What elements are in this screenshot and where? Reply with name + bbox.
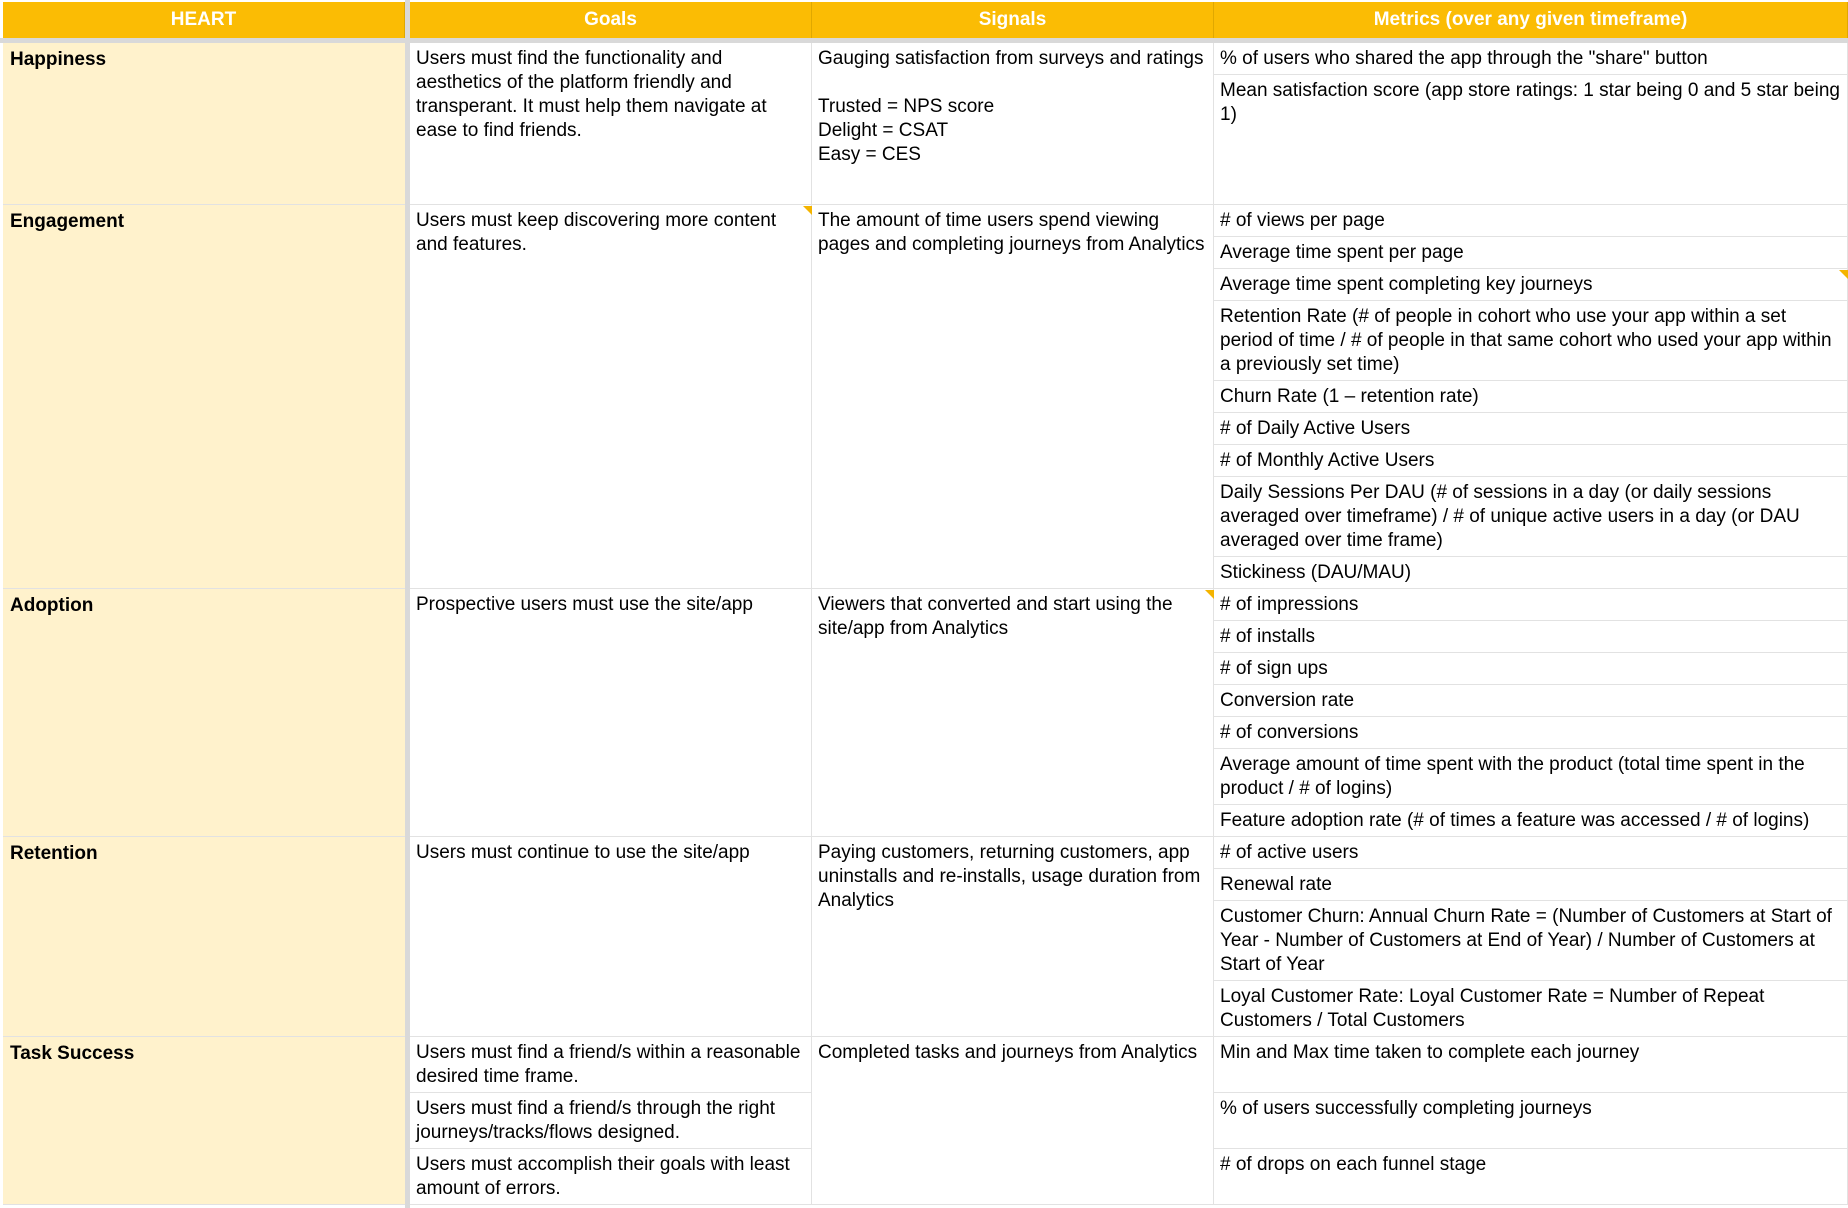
- comment-indicator-icon[interactable]: [1839, 270, 1848, 279]
- signal-cell[interactable]: Viewers that converted and start using the site/app from Analytics: [812, 589, 1214, 837]
- signal-cell[interactable]: The amount of time users spend viewing pages and completing journeys from Analytics: [812, 205, 1214, 589]
- metric-cell[interactable]: Churn Rate (1 – retention rate): [1214, 381, 1848, 413]
- metric-cell[interactable]: Stickiness (DAU/MAU): [1214, 557, 1848, 589]
- metric-cell[interactable]: Min and Max time taken to complete each journey: [1214, 1037, 1848, 1093]
- metric-cell[interactable]: # of drops on each funnel stage: [1214, 1149, 1848, 1205]
- metric-cell[interactable]: # of Monthly Active Users: [1214, 445, 1848, 477]
- goal-cell[interactable]: Users must continue to use the site/app: [410, 837, 812, 1037]
- metric-cell[interactable]: # of conversions: [1214, 717, 1848, 749]
- header-signals[interactable]: Signals: [812, 2, 1214, 38]
- signal-cell[interactable]: Paying customers, returning customers, app uninstalls and re-installs, usage duration from Analytics: [812, 837, 1214, 1037]
- metric-cell[interactable]: # of installs: [1214, 621, 1848, 653]
- header-heart[interactable]: HEART: [3, 2, 405, 38]
- metric-cell[interactable]: Average time spent per page: [1214, 237, 1848, 269]
- metric-cell[interactable]: Loyal Customer Rate: Loyal Customer Rate = Number of Repeat Customers / Total Customers: [1214, 981, 1848, 1037]
- goal-cell[interactable]: Users must accomplish their goals with least amount of errors.: [410, 1149, 812, 1205]
- metric-cell[interactable]: Feature adoption rate (# of times a feature was accessed / # of logins): [1214, 805, 1848, 837]
- metric-cell[interactable]: # of views per page: [1214, 205, 1848, 237]
- metric-cell[interactable]: # of active users: [1214, 837, 1848, 869]
- category-task-success[interactable]: Task Success: [3, 1037, 405, 1205]
- comment-indicator-icon[interactable]: [803, 206, 812, 215]
- goal-cell[interactable]: Users must find a friend/s within a reasonable desired time frame.: [410, 1037, 812, 1093]
- metric-cell[interactable]: Customer Churn: Annual Churn Rate = (Number of Customers at Start of Year - Number of Customers at End of Year) / Number of Customers at Start of Year: [1214, 901, 1848, 981]
- goal-cell[interactable]: Prospective users must use the site/app: [410, 589, 812, 837]
- metric-cell[interactable]: Daily Sessions Per DAU (# of sessions in a day (or daily sessions averaged over timeframe) / # of unique active users in a day (or DAU averaged over time frame): [1214, 477, 1848, 557]
- category-happiness[interactable]: Happiness: [3, 43, 405, 205]
- signal-cell[interactable]: Gauging satisfaction from surveys and ratings Trusted = NPS score Delight = CSAT Easy = CES: [812, 43, 1214, 205]
- metric-cell[interactable]: # of impressions: [1214, 589, 1848, 621]
- header-goals[interactable]: Goals: [410, 2, 812, 38]
- metric-cell[interactable]: Renewal rate: [1214, 869, 1848, 901]
- goal-cell[interactable]: Users must keep discovering more content and features.: [410, 205, 812, 589]
- metric-cell[interactable]: # of sign ups: [1214, 653, 1848, 685]
- category-adoption[interactable]: Adoption: [3, 589, 405, 837]
- metric-cell[interactable]: # of Daily Active Users: [1214, 413, 1848, 445]
- category-engagement[interactable]: Engagement: [3, 205, 405, 589]
- signal-cell[interactable]: Completed tasks and journeys from Analytics: [812, 1037, 1214, 1205]
- metric-cell[interactable]: Mean satisfaction score (app store ratings: 1 star being 0 and 5 star being 1): [1214, 75, 1848, 205]
- category-retention[interactable]: Retention: [3, 837, 405, 1037]
- header-metrics[interactable]: Metrics (over any given timeframe): [1214, 2, 1848, 38]
- metric-cell[interactable]: Average amount of time spent with the product (total time spent in the product / # of logins): [1214, 749, 1848, 805]
- goal-cell[interactable]: Users must find a friend/s through the right journeys/tracks/flows designed.: [410, 1093, 812, 1149]
- metric-cell[interactable]: Conversion rate: [1214, 685, 1848, 717]
- metric-cell[interactable]: % of users successfully completing journeys: [1214, 1093, 1848, 1149]
- comment-indicator-icon[interactable]: [1205, 590, 1214, 599]
- metric-cell[interactable]: Average time spent completing key journeys: [1214, 269, 1848, 301]
- metric-cell[interactable]: % of users who shared the app through the "share" button: [1214, 43, 1848, 75]
- metric-cell[interactable]: Retention Rate (# of people in cohort who use your app within a set period of time / # of people in that same cohort who used your app within a previously set time): [1214, 301, 1848, 381]
- goal-cell[interactable]: Users must find the functionality and aesthetics of the platform friendly and transperant. It must help them navigate at ease to find friends.: [410, 43, 812, 205]
